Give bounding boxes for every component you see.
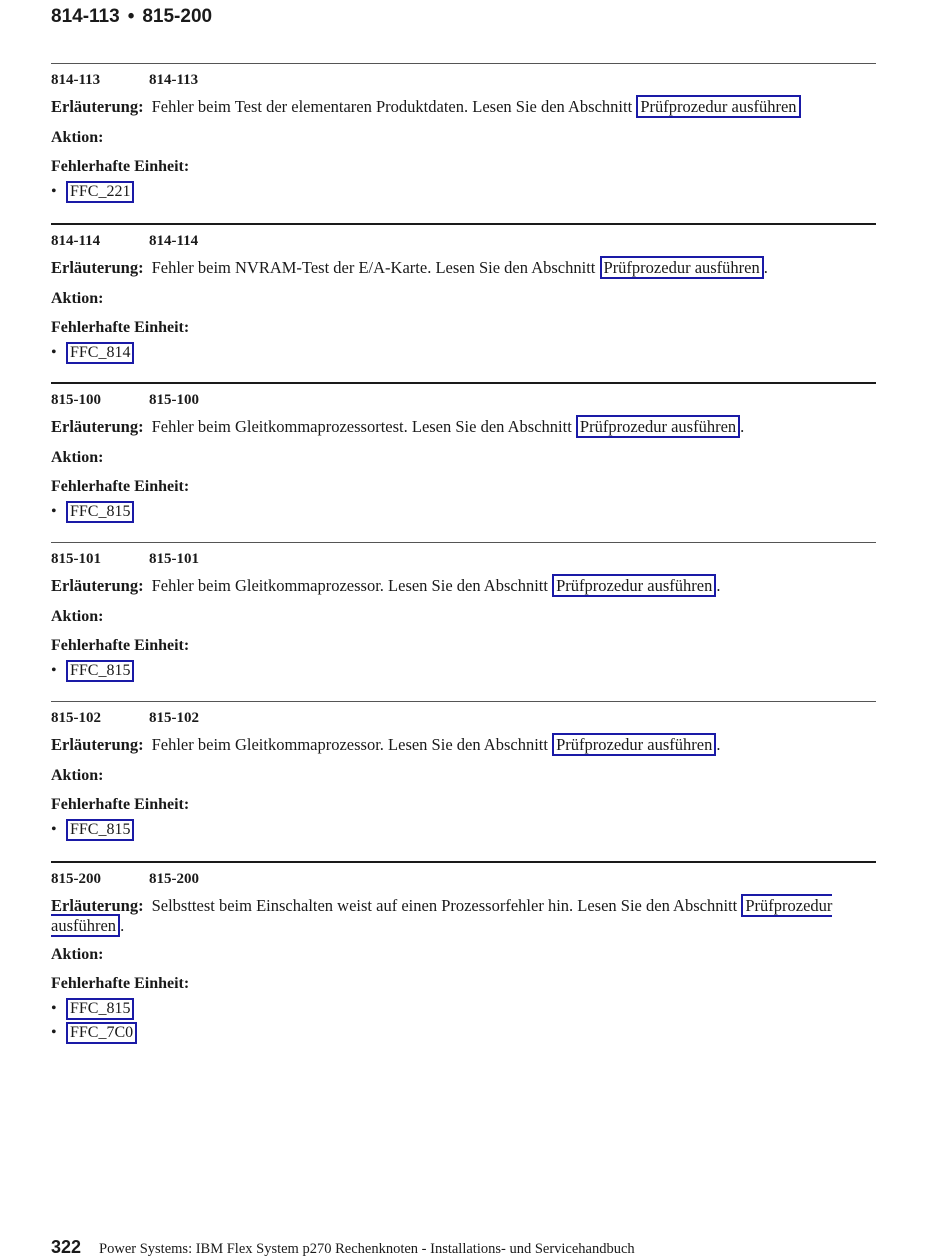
faulty-unit-item xyxy=(51,180,134,204)
bullet-icon: • xyxy=(51,503,57,520)
faulty-unit-item xyxy=(51,997,137,1021)
faulty-unit-list xyxy=(51,818,134,842)
action-label: Aktion: xyxy=(51,945,104,963)
bullet-icon: • xyxy=(51,1023,57,1041)
error-code: 814-114 xyxy=(51,232,101,249)
explanation-label: Erläuterung: xyxy=(51,895,144,915)
faulty-unit-label: Fehlerhafte Einheit: xyxy=(51,636,190,654)
faulty-unit-label: Fehlerhafte Einheit: xyxy=(51,796,190,813)
action-label: Aktion: xyxy=(51,129,104,146)
faulty-unit-label: Fehlerhafte Einheit: xyxy=(51,478,190,495)
entry-heading xyxy=(51,392,199,409)
link-suffix: . xyxy=(716,575,721,595)
link-suffix: . xyxy=(120,915,125,935)
header-separator: • xyxy=(127,6,135,27)
faulty-unit-list xyxy=(51,500,134,524)
procedure-link[interactable]: Prüfprozedur ausführen xyxy=(552,574,716,597)
faulty-unit-label: Fehlerhafte Einheit: xyxy=(51,318,190,336)
explanation-text: Fehler beim Gleitkommaprozessor. Lesen Sie den Abschnitt xyxy=(151,575,548,595)
action-label: Aktion: xyxy=(51,449,104,466)
explanation xyxy=(51,896,876,936)
error-code: 815-102 xyxy=(51,710,101,726)
explanation xyxy=(51,417,876,436)
header-left-code: 814-113 xyxy=(51,6,120,27)
page-header xyxy=(51,6,212,28)
page-number: 322 xyxy=(51,1237,82,1257)
procedure-link[interactable]: Prüfprozedur ausführen xyxy=(636,95,800,118)
faulty-unit-link[interactable]: FFC_815 xyxy=(66,998,134,1020)
faulty-unit-list xyxy=(51,341,134,365)
procedure-link[interactable]: Prüfprozedur ausführen xyxy=(600,256,764,279)
explanation-label: Erläuterung: xyxy=(51,257,144,277)
link-suffix: . xyxy=(763,257,768,277)
bullet-icon: • xyxy=(51,661,57,679)
faulty-unit-item xyxy=(51,818,134,842)
explanation-text: Fehler beim Gleitkommaprozessortest. Lesen Sie den Abschnitt xyxy=(151,417,572,436)
entry-heading xyxy=(51,72,199,89)
error-entry xyxy=(51,861,876,1041)
bullet-icon: • xyxy=(51,821,57,838)
bullet-icon: • xyxy=(51,999,57,1017)
action-label: Aktion: xyxy=(51,289,104,307)
faulty-unit-link[interactable]: FFC_221 xyxy=(66,181,134,203)
error-entry xyxy=(51,223,876,383)
error-code-repeat: 815-101 xyxy=(149,550,199,567)
error-entry xyxy=(51,63,876,223)
procedure-link[interactable]: Prüfprozedur ausführen xyxy=(51,895,833,935)
explanation-label: Erläuterung: xyxy=(51,575,144,595)
faulty-unit-link[interactable]: FFC_814 xyxy=(66,342,134,364)
error-code-repeat: 815-102 xyxy=(149,710,199,726)
faulty-unit-link[interactable]: FFC_7C0 xyxy=(66,1022,137,1044)
error-code: 815-200 xyxy=(51,870,101,887)
action-label: Aktion: xyxy=(51,607,104,625)
error-code: 815-100 xyxy=(51,392,101,408)
header-right-code: 815-200 xyxy=(142,6,213,27)
footer-title: Power Systems: IBM Flex System p270 Rechenknoten - Installations- und Servicehandbuch xyxy=(99,1241,635,1257)
explanation-text: Fehler beim Gleitkommaprozessor. Lesen Sie den Abschnitt xyxy=(151,735,548,754)
explanation xyxy=(51,258,876,277)
faulty-unit-list xyxy=(51,659,134,683)
error-code: 815-101 xyxy=(51,550,101,567)
explanation-label: Erläuterung: xyxy=(51,417,144,436)
procedure-link[interactable]: Prüfprozedur ausführen xyxy=(576,415,740,438)
explanation-label: Erläuterung: xyxy=(51,735,144,754)
explanation xyxy=(51,576,876,595)
explanation xyxy=(51,97,876,116)
error-entry xyxy=(51,701,876,861)
bullet-icon: • xyxy=(51,183,57,200)
error-code-repeat: 815-100 xyxy=(149,392,199,408)
explanation-label: Erläuterung: xyxy=(51,97,144,116)
error-code-repeat: 815-200 xyxy=(149,870,199,887)
entry-heading xyxy=(51,550,199,568)
action-label: Aktion: xyxy=(51,767,104,784)
link-suffix: . xyxy=(716,735,721,754)
explanation-text: Fehler beim Test der elementaren Produktdaten. Lesen Sie den Abschnitt xyxy=(151,97,633,116)
error-code-repeat: 814-113 xyxy=(149,72,199,88)
faulty-unit-item xyxy=(51,341,134,365)
page-footer xyxy=(51,1237,635,1258)
error-code: 814-113 xyxy=(51,72,101,88)
bullet-icon: • xyxy=(51,343,57,361)
error-code-repeat: 814-114 xyxy=(149,232,199,249)
faulty-unit-label: Fehlerhafte Einheit: xyxy=(51,974,190,992)
error-entry xyxy=(51,542,876,702)
faulty-unit-link[interactable]: FFC_815 xyxy=(66,819,134,841)
procedure-link[interactable]: Prüfprozedur ausführen xyxy=(552,733,716,756)
faulty-unit-list xyxy=(51,180,134,204)
entry-heading xyxy=(51,710,199,727)
entry-heading xyxy=(51,232,199,250)
error-entry xyxy=(51,382,876,542)
explanation-text: Selbsttest beim Einschalten weist auf einen Prozessorfehler hin. Lesen Sie den Abschnitt xyxy=(151,895,738,915)
faulty-unit-item xyxy=(51,1021,137,1045)
entry-heading xyxy=(51,870,199,888)
faulty-unit-item xyxy=(51,659,134,683)
error-code-list xyxy=(51,63,876,1041)
explanation xyxy=(51,735,876,754)
faulty-unit-list xyxy=(51,997,137,1045)
faulty-unit-link[interactable]: FFC_815 xyxy=(66,660,134,682)
explanation-text: Fehler beim NVRAM-Test der E/A-Karte. Lesen Sie den Abschnitt xyxy=(151,257,596,277)
faulty-unit-item xyxy=(51,500,134,524)
faulty-unit-label: Fehlerhafte Einheit: xyxy=(51,158,190,175)
faulty-unit-link[interactable]: FFC_815 xyxy=(66,501,134,523)
link-suffix: . xyxy=(740,417,745,436)
